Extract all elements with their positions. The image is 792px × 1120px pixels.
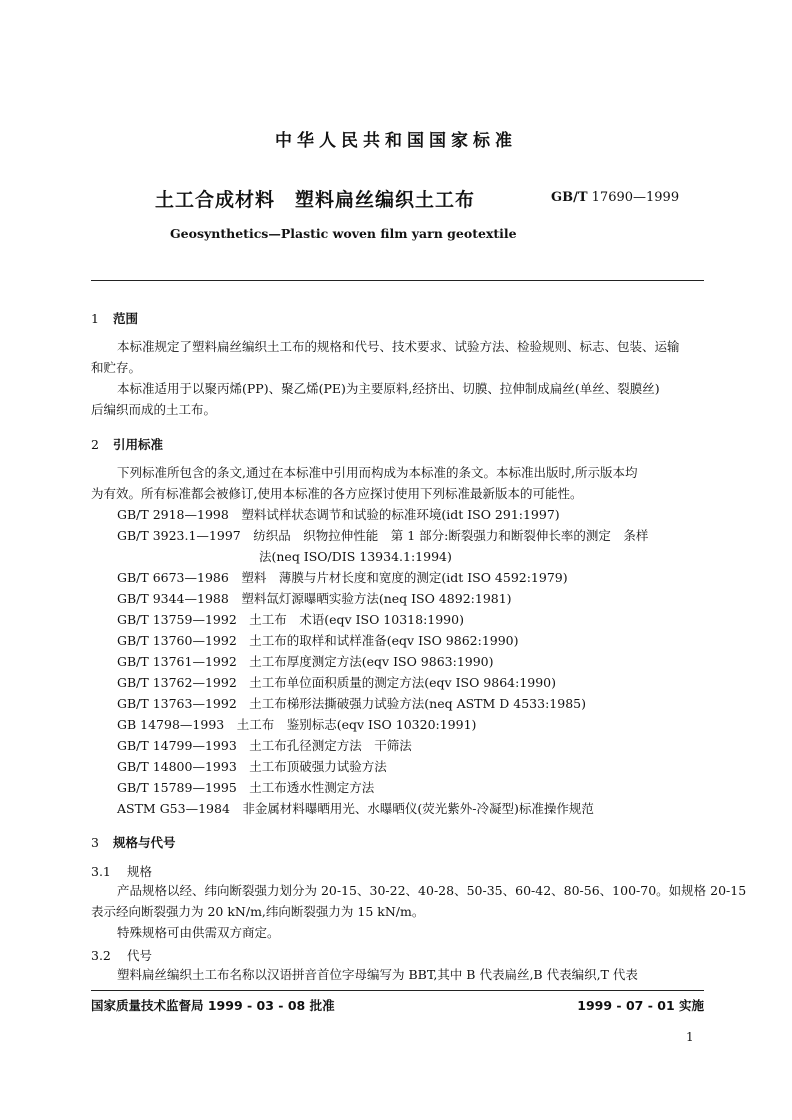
section-2-heading: [91, 435, 163, 453]
section-number: 1: [91, 311, 99, 326]
standard-prefix: GB/T: [551, 190, 588, 205]
text-line: 下列标准所包含的条文,通过在本标准中引用而构成为本标准的条文。本标准出版时,所示版本均: [117, 465, 638, 480]
reference-item: GB/T 13762—1992 土工布单位面积质量的测定方法(eqv ISO 9864:1990): [117, 675, 557, 690]
subsection-number: 3.2: [91, 948, 111, 963]
reference-item: ASTM G53—1984 非金属材料曝晒用光、水曝晒仪(荧光紫外-冷凝型)标准操作规范: [117, 801, 594, 816]
subsection-3-1-body: [91, 880, 747, 943]
header-divider: [91, 280, 704, 281]
reference-item: GB/T 6673—1986 塑料 薄膜与片材长度和宽度的测定(idt ISO 4592:1979): [117, 570, 568, 585]
document-title: 土工合成材料 塑料扁丝编织土工布: [155, 189, 476, 211]
implementation-date: 1999 - 07 - 01 实施: [577, 998, 704, 1013]
subsection-title: 代号: [127, 948, 153, 963]
section-number: 2: [91, 437, 99, 452]
section-number: 3: [91, 835, 99, 850]
section-1-heading: [91, 309, 138, 327]
subsection-3-2-heading: [91, 946, 152, 964]
text-line: 本标准规定了塑料扁丝编织土工布的规格和代号、技术要求、试验方法、检验规则、标志、包装、运输: [117, 339, 680, 354]
section-title: 规格与代号: [113, 835, 176, 850]
text-line: 特殊规格可由供需双方商定。: [117, 925, 280, 940]
reference-item: GB/T 13761—1992 土工布厚度测定方法(eqv ISO 9863:1990): [117, 654, 494, 669]
section-title: 引用标准: [113, 437, 164, 452]
text-line: 后编织而成的土工布。: [91, 402, 217, 417]
standard-number: [551, 190, 679, 205]
reference-item: GB/T 13763—1992 土工布梯形法撕破强力试验方法(neq ASTM D 4533:1985): [117, 696, 586, 711]
subsection-title: 规格: [127, 864, 153, 879]
section-2-paragraph-1: [91, 462, 704, 504]
section-title: 范围: [113, 311, 139, 326]
reference-item-continuation: 法(neq ISO/DIS 13934.1:1994): [259, 549, 452, 564]
subsection-3-2-body: [91, 964, 704, 985]
section-1-paragraph-2: [91, 378, 704, 420]
english-title: Geosynthetics—Plastic woven film yarn geotextile: [170, 226, 517, 241]
reference-item: GB/T 14799—1993 土工布孔径测定方法 干筛法: [117, 738, 412, 753]
page-number: 1: [686, 1030, 694, 1044]
text-line: 塑料扁丝编织土工布名称以汉语拼音首位字母编写为 BBT,其中 B 代表扁丝,B 代表编织,T 代表: [117, 967, 638, 982]
text-line: 表示经向断裂强力为 20 kN/m,纬向断裂强力为 15 kN/m。: [91, 904, 425, 919]
approval-date: 国家质量技术监督局 1999 - 03 - 08 批准: [91, 998, 335, 1013]
section-3-heading: [91, 833, 176, 851]
country-standard-heading: 中华人民共和国国家标准: [275, 131, 517, 151]
reference-item: GB/T 15789—1995 土工布透水性测定方法: [117, 780, 375, 795]
reference-item: GB/T 9344—1988 塑料氙灯源曝晒实验方法(neq ISO 4892:1981): [117, 591, 512, 606]
text-line: 为有效。所有标准都会被修订,使用本标准的各方应探讨使用下列标准最新版本的可能性。: [91, 486, 583, 501]
footer-divider: [91, 990, 704, 991]
referenced-standards-list: [117, 504, 648, 819]
reference-item: GB/T 13759—1992 土工布 术语(eqv ISO 10318:1990): [117, 612, 464, 627]
reference-item: GB/T 3923.1—1997 纺织品 织物拉伸性能 第 1 部分:断裂强力和断裂伸长率的测定 条样: [117, 528, 649, 543]
reference-item: GB/T 2918—1998 塑料试样状态调节和试验的标准环境(idt ISO 291:1997): [117, 507, 560, 522]
subsection-number: 3.1: [91, 864, 111, 879]
subsection-3-1-heading: [91, 862, 152, 880]
text-line: 本标准适用于以聚丙烯(PP)、聚乙烯(PE)为主要原料,经挤出、切膜、拉伸制成扁丝(单丝、裂膜丝): [117, 381, 660, 396]
section-1-paragraph-1: [91, 336, 704, 378]
reference-item: GB/T 14800—1993 土工布顶破强力试验方法: [117, 759, 387, 774]
reference-item: GB 14798—1993 土工布 鉴别标志(eqv ISO 10320:1991): [117, 717, 477, 732]
text-line: 产品规格以经、纬向断裂强力划分为 20-15、30-22、40-28、50-35、60-42、80-56、100-70。如规格 20-15: [117, 883, 747, 898]
reference-item: GB/T 13760—1992 土工布的取样和试样准备(eqv ISO 9862:1990): [117, 633, 519, 648]
text-line: 和贮存。: [91, 360, 142, 375]
standard-code: 17690—1999: [591, 190, 680, 205]
